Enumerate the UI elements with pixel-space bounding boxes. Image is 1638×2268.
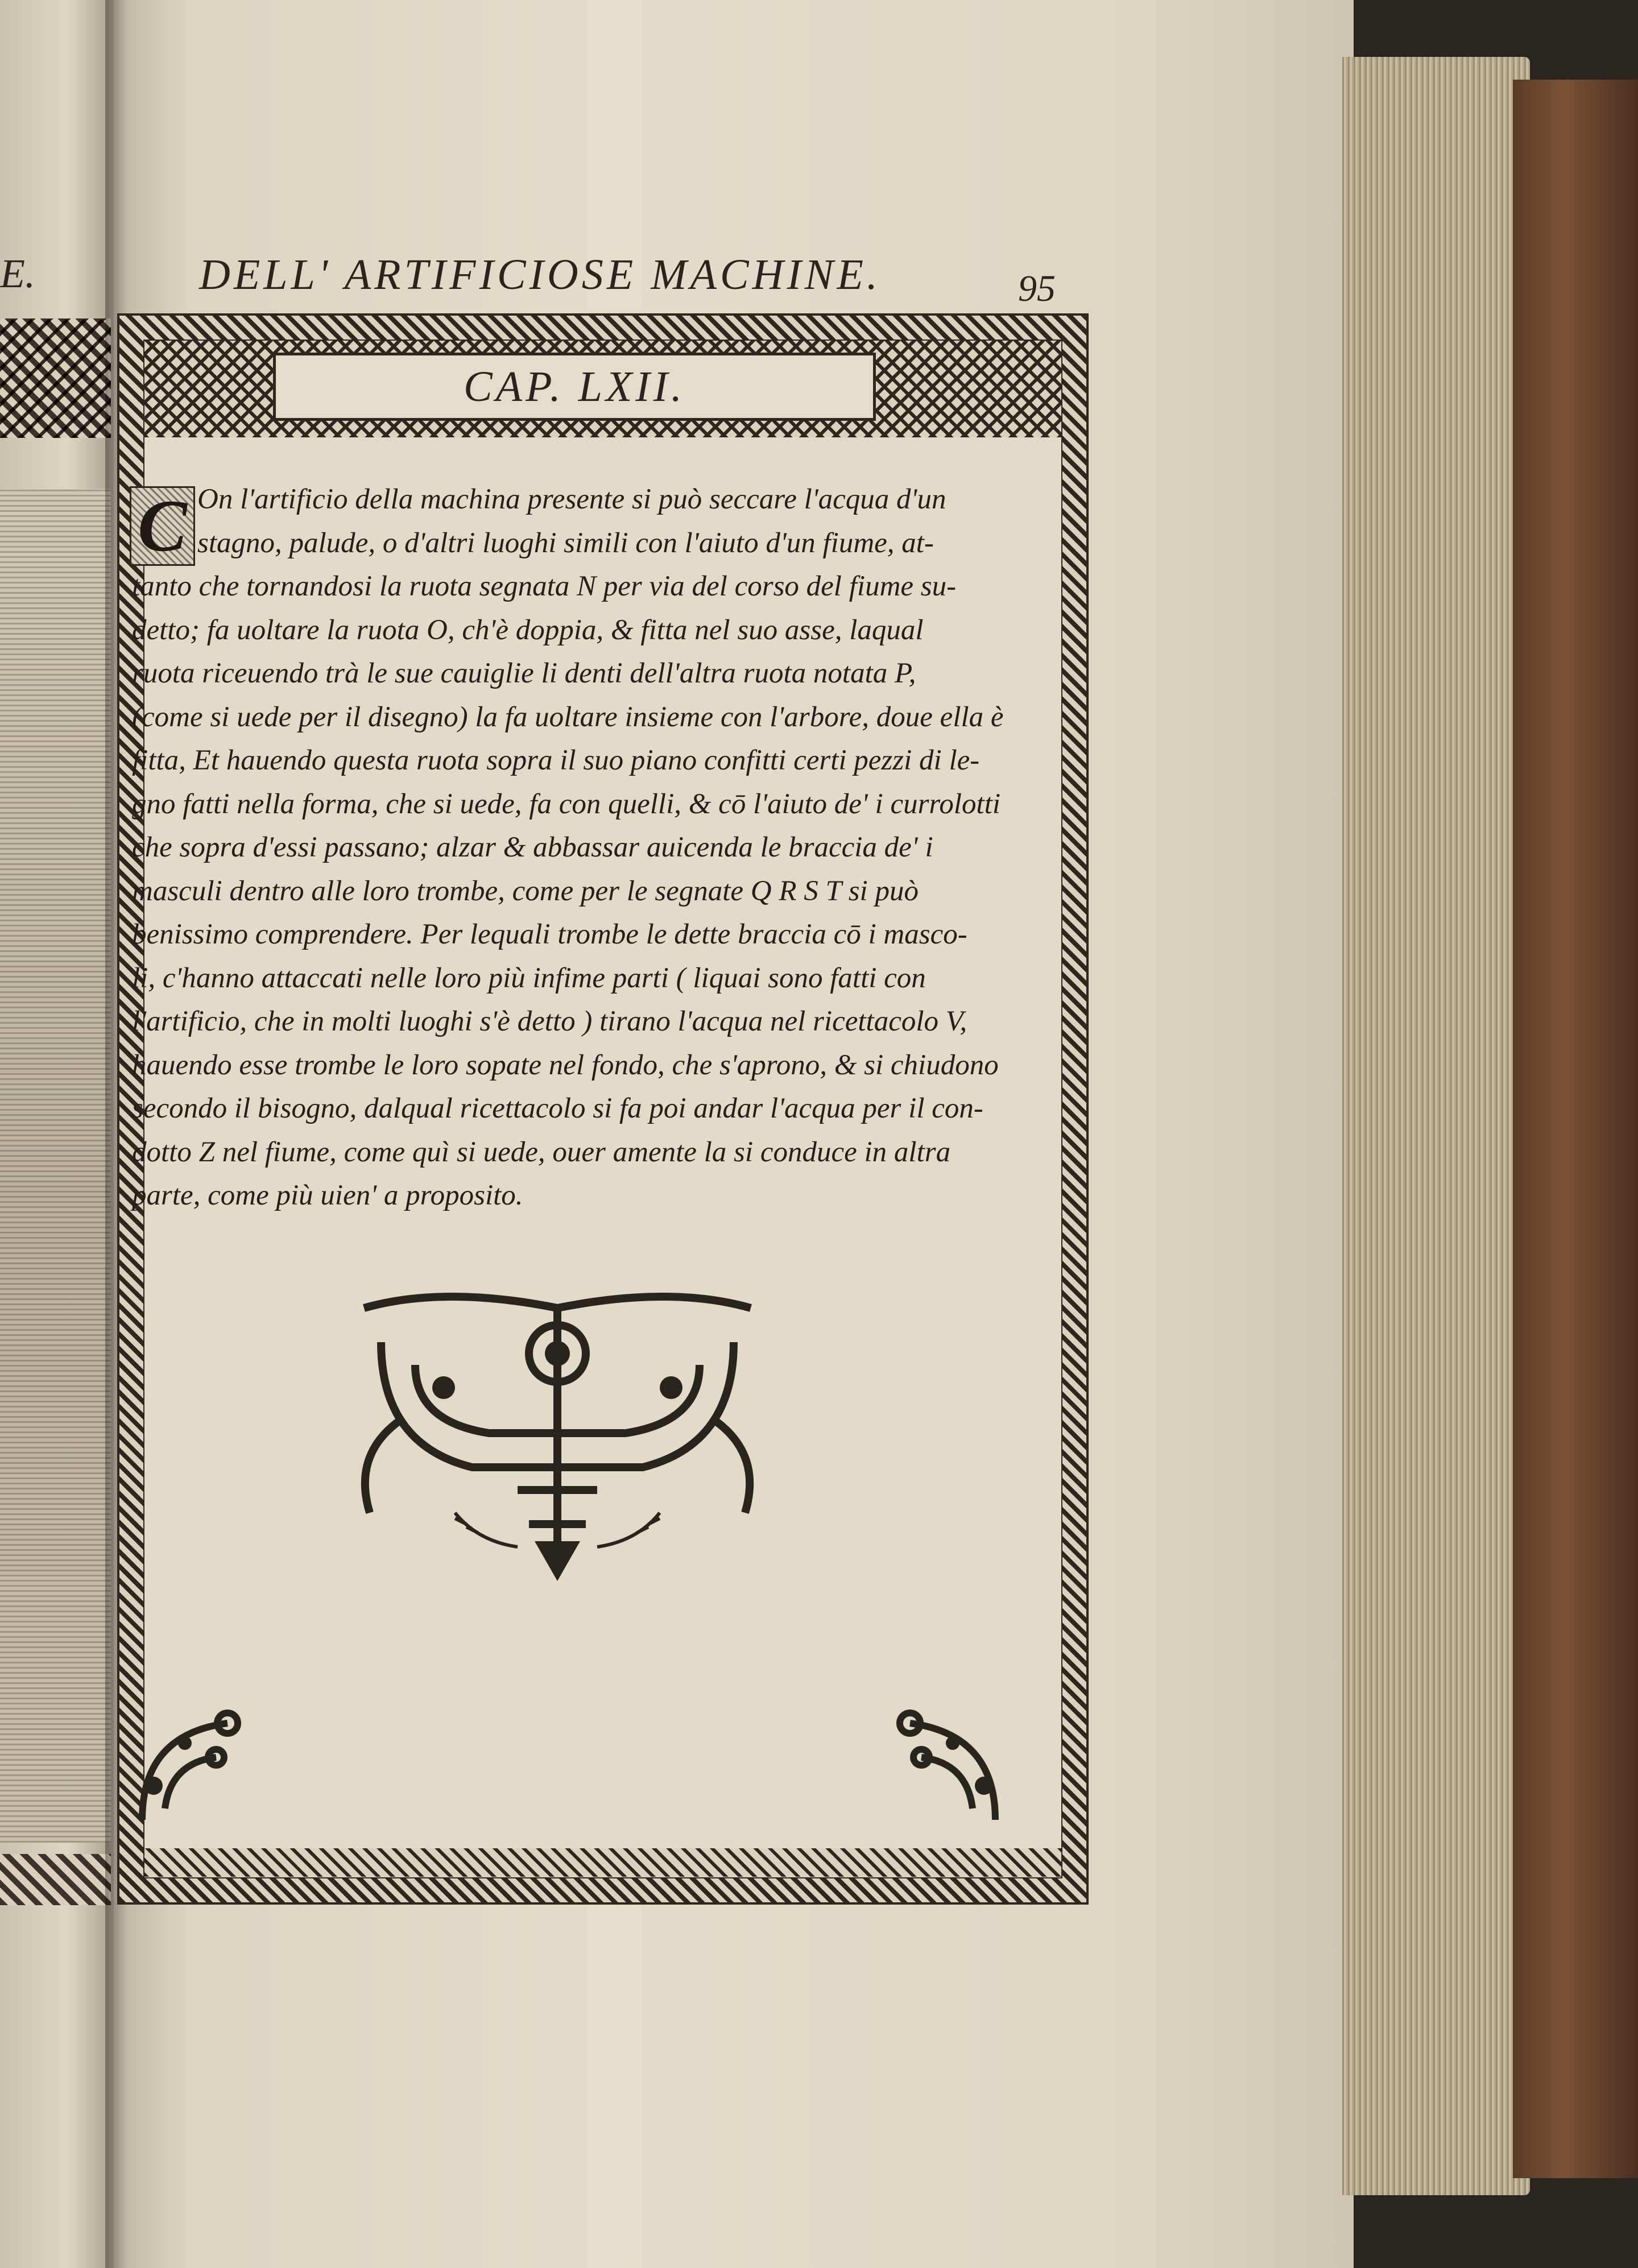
body-line: tanto che tornandosi la ruota segnata N per via del corso del fiume su- [132, 570, 957, 602]
drop-cap-letter: C [138, 485, 187, 567]
body-line: masculi dentro alle loro trombe, come per le segnate Q R S T si può [132, 875, 919, 907]
body-line: li, c'hanno attaccati nelle loro più infime parti ( liquai sono fatti con [132, 962, 926, 994]
corner-ornament-left [131, 1700, 262, 1831]
book-cover [1513, 80, 1638, 2178]
body-line: secondo il bisogno, dalqual ricettacolo si fa poi andar l'acqua per il con- [132, 1092, 983, 1124]
left-running-head: E. [0, 251, 35, 296]
corner-ornament-right [876, 1700, 1007, 1831]
chapter-title: CAP. LXII. [463, 362, 686, 411]
left-bottom-frieze [0, 1854, 111, 1905]
left-ornamental-frieze [0, 318, 111, 438]
body-line: fitta, Et hauendo questa ruota sopra il suo piano confitti certi pezzi di le- [132, 744, 980, 776]
body-line: stagno, palude, o d'altri luoghi simili con l'aiuto d'un fiume, at- [197, 527, 934, 559]
running-head: DELL' ARTIFICIOSE MACHINE. [199, 251, 881, 299]
left-engraving-illustration [0, 489, 111, 1843]
chapter-heading-box [273, 353, 876, 421]
bottom-frieze [144, 1848, 1061, 1877]
body-line: gno fatti nella forma, che si uede, fa con quelli, & cō l'aiuto de' i currolotti [132, 788, 1001, 820]
left-page [0, 0, 114, 2268]
page-edges [1342, 57, 1530, 2195]
body-line: On l'artificio della machina presente si può seccare l'acqua d'un [197, 483, 946, 515]
body-line: l'artificio, che in molti luoghi s'è detto ) tirano l'acqua nel ricettacolo V, [132, 1005, 967, 1037]
body-line: hauendo esse trombe le loro sopate nel fondo, che s'aprono, & si chiudono [132, 1049, 999, 1081]
page-number: 95 [1018, 268, 1056, 309]
body-line: dotto Z nel fiume, come quì si uede, ouer amente la si conduce in altra [132, 1136, 951, 1168]
body-line: ruota riceuendo trà le sue cauiglie li denti dell'altra ruota notata P, [132, 657, 916, 689]
body-line: (come si uede per il disegno) la fa uoltare insieme con l'arbore, doue ella è [132, 701, 1004, 733]
body-line: detto; fa uoltare la ruota O, ch'è doppia, & fitta nel suo asse, laqual [132, 614, 924, 646]
tailpiece-ornament [330, 1274, 785, 1592]
body-line: parte, come più uien' a proposito. [132, 1179, 523, 1211]
body-line: che sopra d'essi passano; alzar & abbassar auicenda le braccia de' i [132, 831, 933, 863]
body-text [132, 478, 1036, 1218]
body-line: benissimo comprendere. Per lequali trombe le dette braccia cō i masco- [132, 918, 967, 950]
